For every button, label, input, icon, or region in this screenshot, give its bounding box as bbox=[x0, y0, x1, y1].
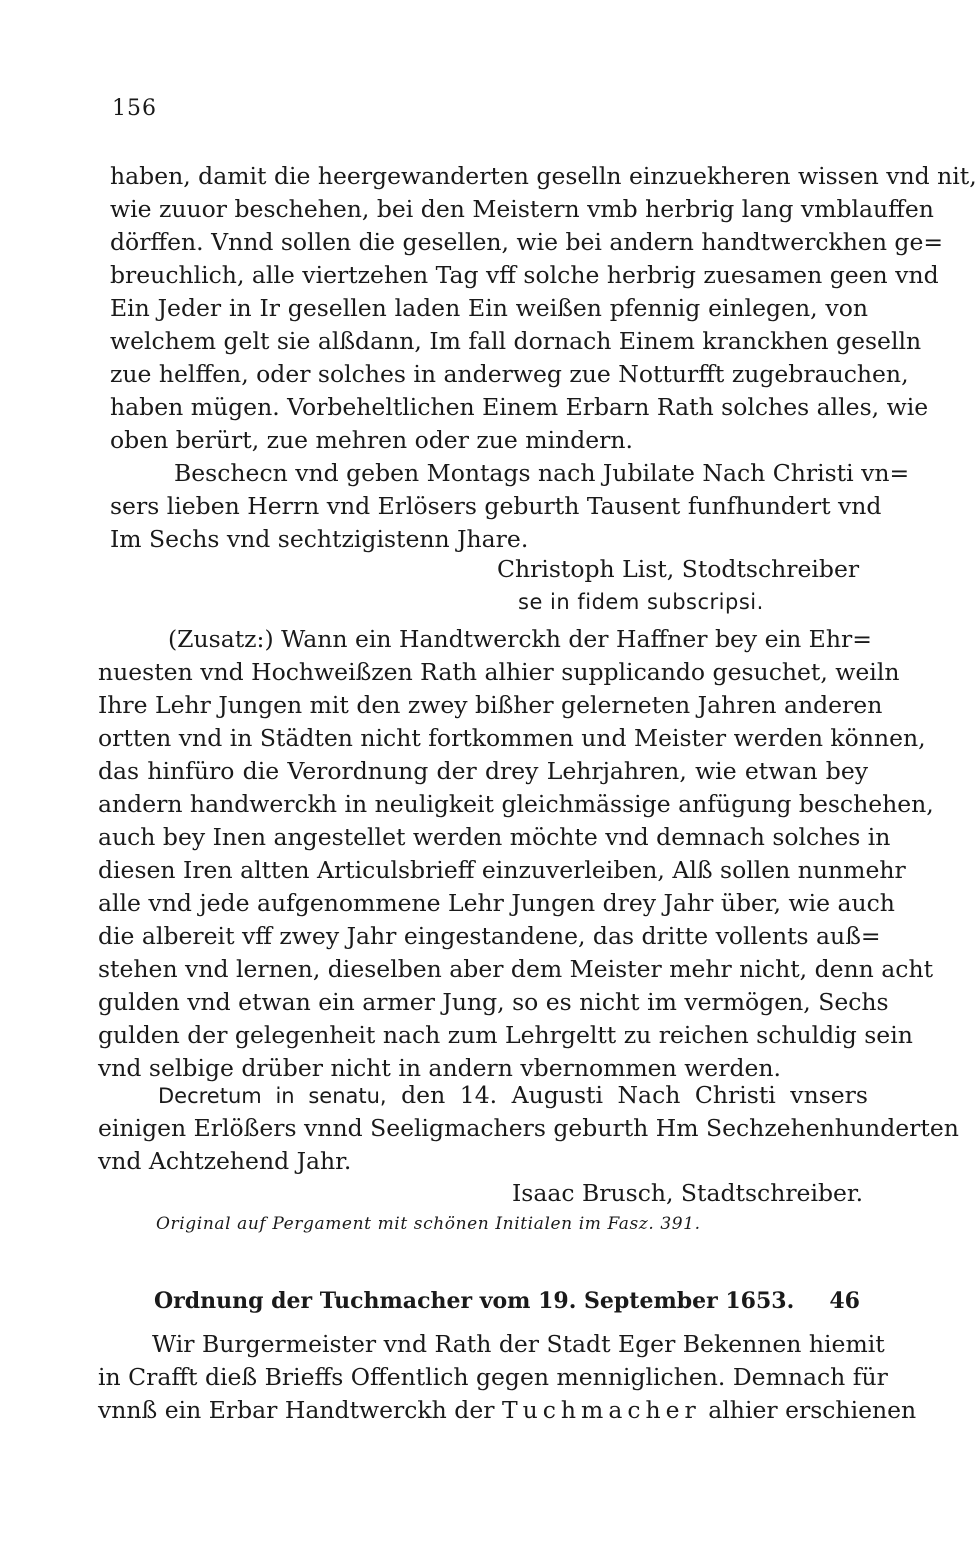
decree-latin-phrase: Decretum in senatu, bbox=[158, 1084, 387, 1108]
signature-christoph-list: Christoph List, Stodtschreiber bbox=[497, 555, 860, 583]
text-line: gulden der gelegenheit nach zum Lehrgeltt zu reichen schuldig sein bbox=[98, 1021, 913, 1049]
text-fragment: vnnß ein Erbar Handtwerckh der bbox=[98, 1396, 495, 1424]
text-line: diesen Iren altten Articulsbrieff einzuverleiben, Alß sollen nunmehr bbox=[98, 856, 906, 884]
text-line: vnd Achtzehend Jahr. bbox=[98, 1147, 352, 1175]
text-line: Wir Burgermeister vnd Rath der Stadt Eger Bekennen hiemit bbox=[152, 1330, 885, 1358]
text-line: die albereit vff zwey Jahr eingestandene, das dritte vollents auß= bbox=[98, 922, 881, 950]
text-line: Im Sechs vnd sechtzigistenn Jhare. bbox=[110, 525, 529, 553]
text-line: andern handwerckh in neuligkeit gleichmässige anfügung beschehen, bbox=[98, 790, 934, 818]
decree-paragraph bbox=[98, 1079, 959, 1178]
text-line: einigen Erlößers vnnd Seeligmachers geburth Hm Sechzehenhunderten bbox=[98, 1114, 959, 1142]
addendum-paragraph bbox=[98, 623, 934, 1085]
text-line: wie zuuor beschehen, bei den Meistern vmb herbrig lang vmblauffen bbox=[110, 195, 934, 223]
spaced-word-tuchmacher: Tuchmacher bbox=[501, 1396, 701, 1424]
document-number: 46 bbox=[829, 1288, 860, 1314]
text-line: alle vnd jede aufgenommene Lehr Jungen drey Jahr über, wie auch bbox=[98, 889, 895, 917]
text-line: dörffen. Vnnd sollen die gesellen, wie bei andern handtwerckhen ge= bbox=[110, 228, 944, 256]
text-line: in Crafft dieß Brieffs Offentlich gegen menniglichen. Demnach für bbox=[98, 1363, 888, 1391]
text-line: ortten vnd in Städten nicht fortkommen und Meister werden können, bbox=[98, 724, 926, 752]
text-line: vnd selbige drüber nicht in andern vbernommen werden. bbox=[98, 1054, 782, 1082]
text-line: breuchlich, alle viertzehen Tag vff solche herbrig zuesamen geen vnd bbox=[110, 261, 939, 289]
section-title: Ordnung der Tuchmacher vom 19. September 1653. bbox=[154, 1288, 795, 1314]
text-line: Beschecn vnd geben Montags nach Jubilate Nach Christi vn= bbox=[174, 459, 910, 487]
section-heading bbox=[154, 1286, 860, 1316]
source-note: Original auf Pergament mit schönen Initialen im Fasz. 391. bbox=[156, 1214, 701, 1234]
text-line: zue helffen, oder solches in anderweg zue Notturfft zugebrauchen, bbox=[110, 360, 909, 388]
signature-isaac-brusch: Isaac Brusch, Stadtschreiber. bbox=[512, 1179, 864, 1207]
text-line: das hinfüro die Verordnung der drey Lehrjahren, wie etwan bey bbox=[98, 757, 868, 785]
page-number: 156 bbox=[112, 96, 157, 121]
text-line: Ein Jeder in Ir gesellen laden Ein weißen pfennig einlegen, von bbox=[110, 294, 868, 322]
text-line: sers lieben Herrn vnd Erlösers geburth Tausent funfhundert vnd bbox=[110, 492, 882, 520]
text-line: Ihre Lehr Jungen mit den zwey bißher gelerneten Jahren anderen bbox=[98, 691, 883, 719]
text-line: gulden vnd etwan ein armer Jung, so es nicht im vermögen, Sechs bbox=[98, 988, 889, 1016]
text-line: haben mügen. Vorbeheltlichen Einem Erbarn Rath solches alles, wie bbox=[110, 393, 929, 421]
text-fragment: alhier erschienen bbox=[708, 1396, 917, 1424]
text-line bbox=[98, 1394, 917, 1427]
text-line: stehen vnd lernen, dieselben aber dem Meister mehr nicht, denn acht bbox=[98, 955, 934, 983]
decree-date-text: den 14. Augusti Nach Christi vnsers bbox=[401, 1081, 868, 1109]
text-line bbox=[98, 1079, 868, 1112]
text-line: auch bey Inen angestellet werden möchte vnd demnach solches in bbox=[98, 823, 891, 851]
signature-latin-subscript: se in fidem subscripsi. bbox=[518, 590, 764, 614]
text-line: haben, damit die heergewanderten geselln einzuekheren wissen vnd nit, bbox=[110, 162, 977, 190]
text-line: (Zusatz:) Wann ein Handtwerckh der Haffner bey ein Ehr= bbox=[168, 625, 872, 653]
text-line: welchem gelt sie alßdann, Im fall dornach Einem kranckhen geselln bbox=[110, 327, 922, 355]
article-conclusion-paragraph bbox=[98, 160, 977, 556]
text-line: nuesten vnd Hochweißzen Rath alhier supplicando gesuchet, weiln bbox=[98, 658, 900, 686]
text-line: oben berürt, zue mehren oder zue mindern. bbox=[110, 426, 634, 454]
tuchmacher-ordinance-paragraph bbox=[98, 1328, 917, 1427]
